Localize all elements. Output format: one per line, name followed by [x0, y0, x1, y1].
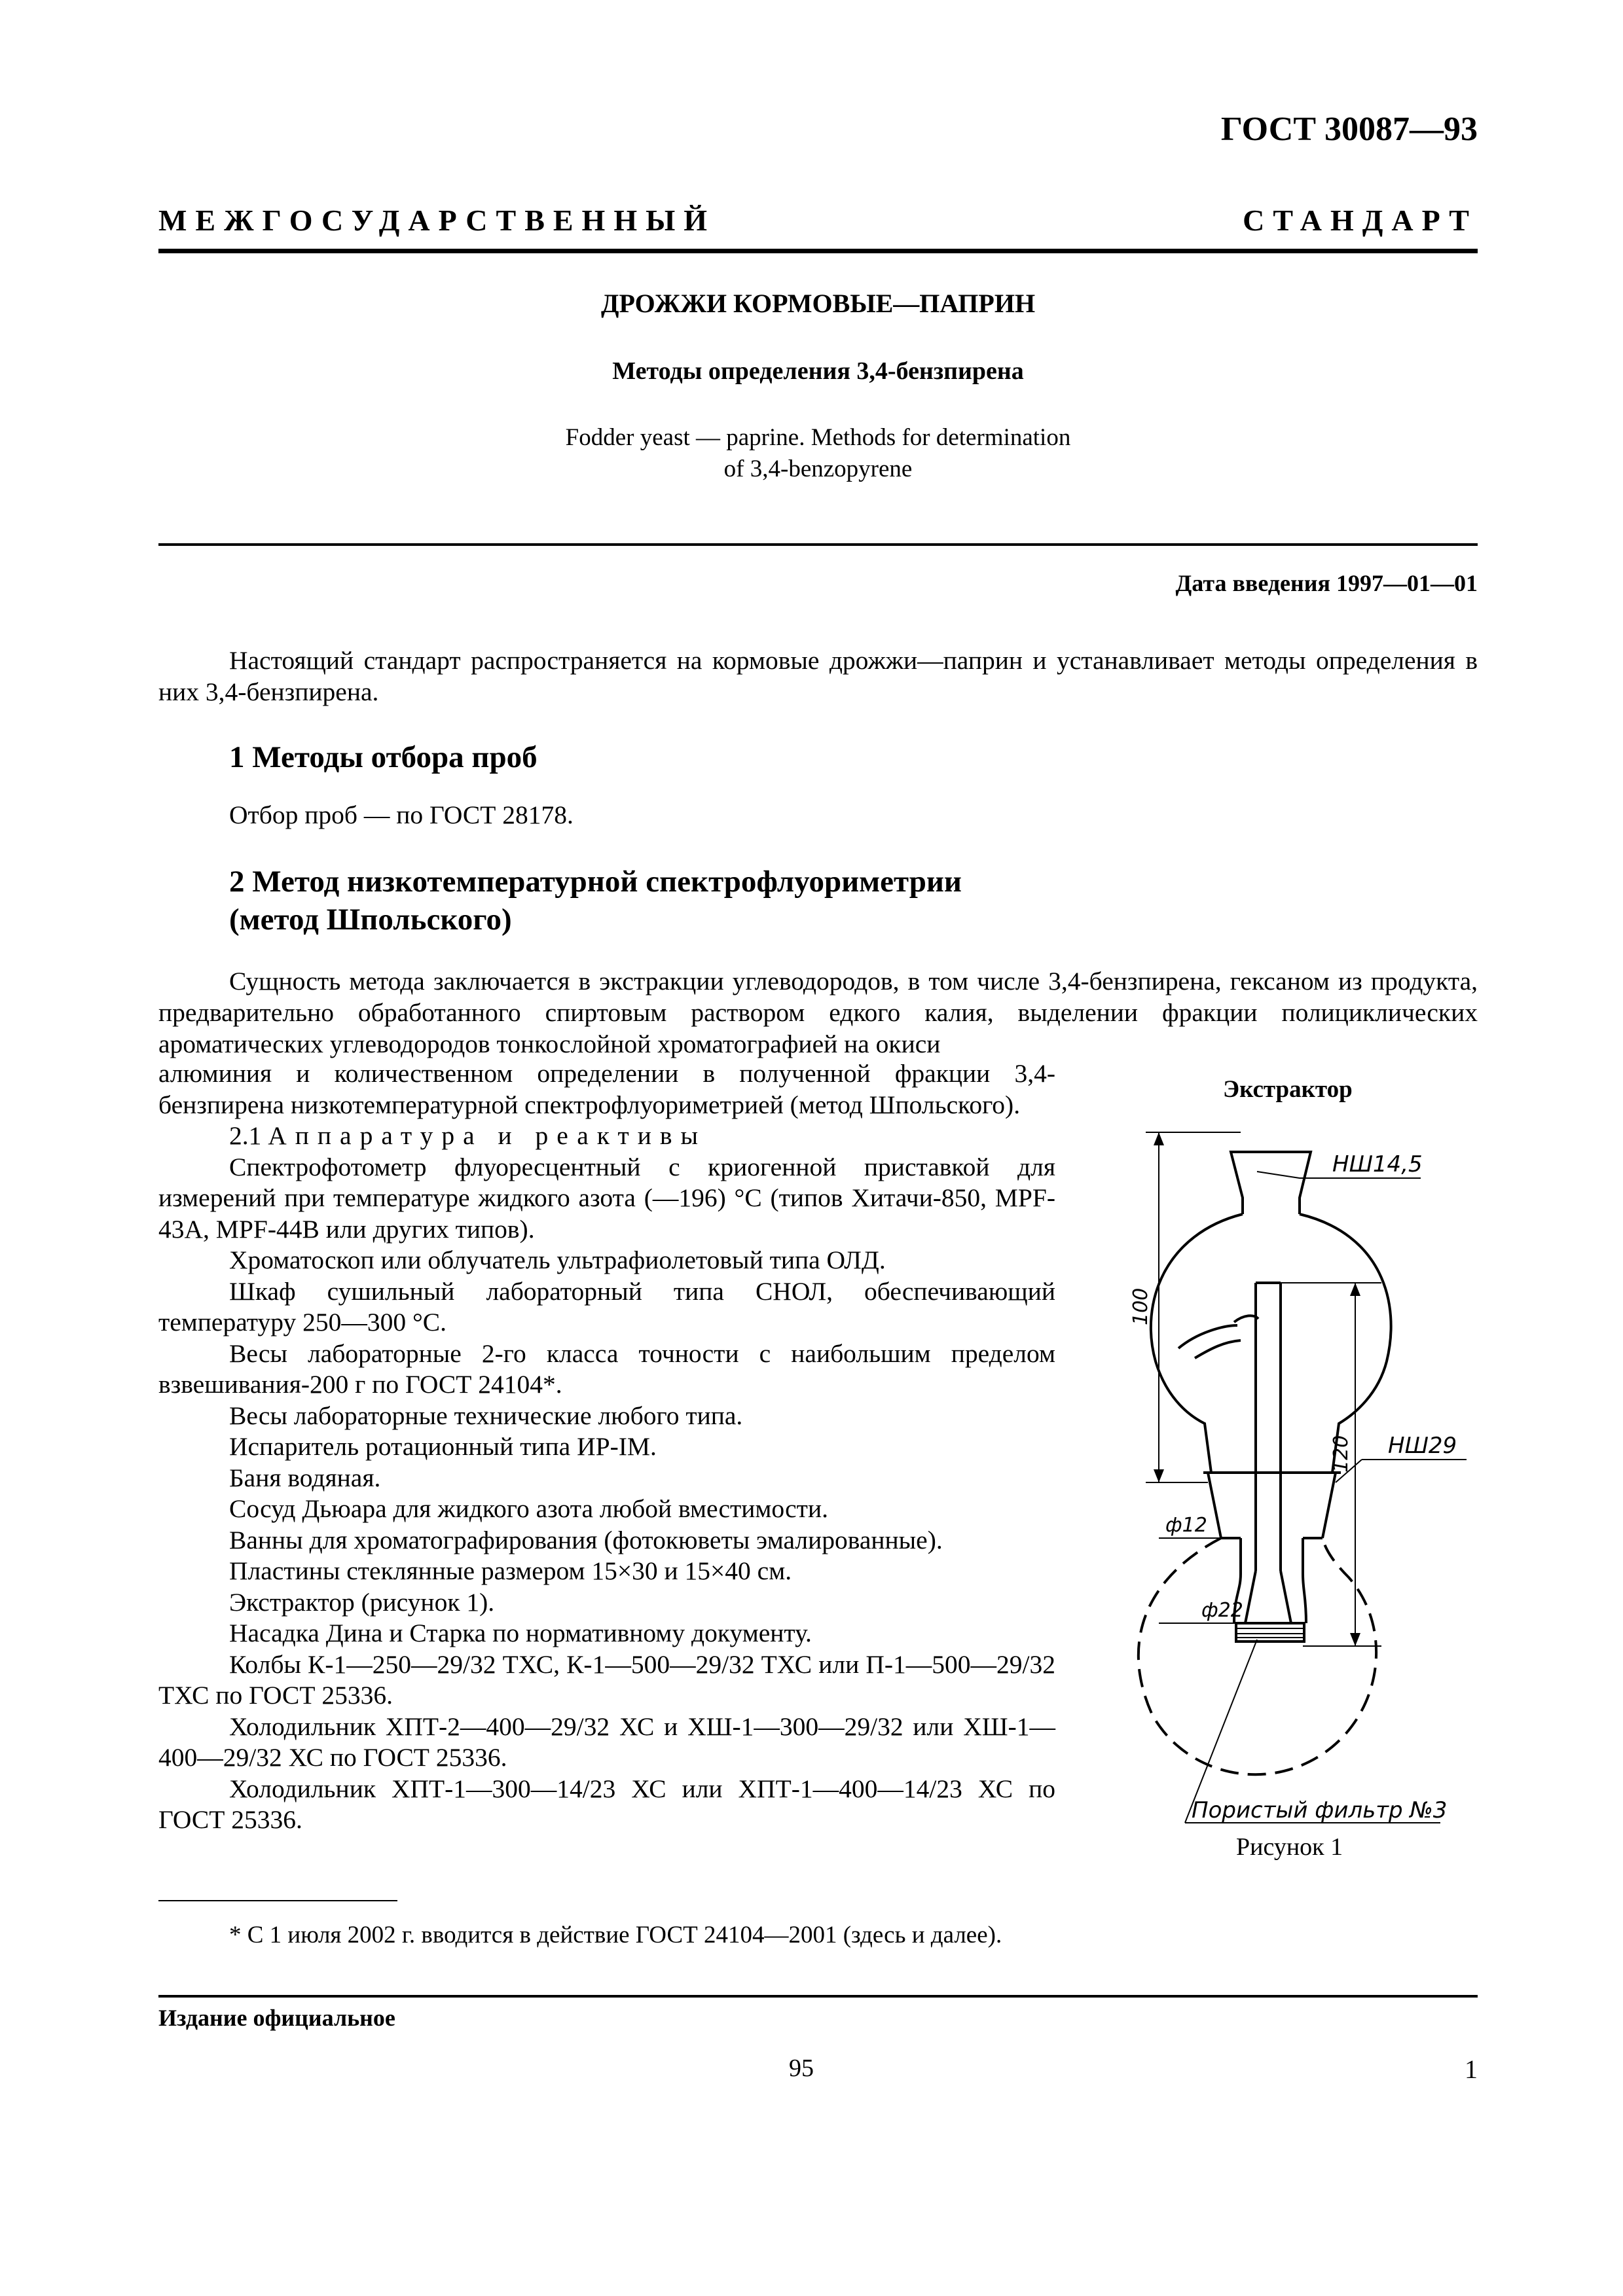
method-essence-continued: алюминия и количественном определении в полученной фракции 3,4-бензпирена низкотемпературной спектрофлуориметрией (метод Шпольского).	[158, 1059, 1055, 1119]
equipment-item: Экстрактор (рисунок 1).	[229, 1587, 495, 1617]
method-essence-paragraph	[158, 965, 1478, 1060]
section-2-heading-line-2: (метод Шпольского)	[229, 903, 512, 937]
section-1-text: Отбор проб — по ГОСТ 28178.	[229, 800, 574, 829]
title-rule	[158, 543, 1478, 546]
dimension-100: 100	[1129, 1287, 1152, 1325]
english-title	[158, 422, 1478, 485]
english-title-line-1: Fodder yeast — paprine. Methods for determination	[565, 424, 1071, 451]
footnote-rule	[158, 1900, 397, 1901]
page-number-center: 95	[789, 2054, 814, 2082]
figure-caption: Экстрактор	[1223, 1076, 1353, 1103]
joint-label-middle: НШ29	[1388, 1433, 1457, 1459]
diameter-22: ф22	[1201, 1599, 1243, 1622]
equipment-item: Весы лабораторные 2-го класса точности с наибольшим пределом взвешивания-200 г по ГОСТ 24104*.	[158, 1338, 1055, 1399]
intro-paragraph	[158, 645, 1478, 708]
equipment-item: Холодильник ХПТ-2—400—29/32 ХС и ХШ-1—300—29/32 или ХШ-1—400—29/32 ХС по ГОСТ 25336.	[158, 1712, 1055, 1772]
subsection-number: 2.1	[229, 1121, 262, 1150]
footnote: * С 1 июля 2002 г. вводится в действие ГОСТ 24104—2001 (здесь и далее).	[229, 1922, 1002, 1948]
english-title-line-2: of 3,4-benzopyrene	[723, 456, 913, 482]
section-2-heading	[229, 863, 962, 939]
dimension-120: 120	[1330, 1435, 1353, 1473]
equipment-item: Насадка Дина и Старка по нормативному документу.	[229, 1619, 812, 1647]
figure-label: Рисунок 1	[1236, 1833, 1343, 1861]
method-essence-text: Сущность метода заключается в экстракции углеводородов, в том числе 3,4-бензпирена, гексаном из продукта, предварительно обработанного спиртовым раствором едкого калия, выделении фракции полициклических ароматических углеводородов тонкослойной хроматографией на окиси	[158, 967, 1478, 1058]
equipment-item: Пластины стеклянные размером 15×30 и 15×40 см.	[229, 1556, 792, 1585]
equipment-item: Ванны для хроматографирования (фотокюветы эмалированные).	[229, 1525, 943, 1554]
banner-word-standard: СТАНДАРТ	[1243, 204, 1478, 237]
equipment-item: Баня водяная.	[229, 1463, 381, 1492]
equipment-item: Хроматоскоп или облучатель ультрафиолетовый типа ОЛД.	[229, 1246, 886, 1274]
equipment-item: Шкаф сушильный лабораторный типа СНОЛ, обеспечивающий температуру 250—300 °С.	[158, 1276, 1055, 1336]
filter-label: Пористый фильтр №3	[1192, 1797, 1448, 1823]
equipment-item: Колбы К-1—250—29/32 ТХС, К-1—500—29/32 ТХС или П-1—500—29/32 ТХС по ГОСТ 25336.	[158, 1649, 1055, 1710]
official-edition-label: Издание официальное	[158, 2005, 395, 2031]
section-2-heading-line-1: 2 Метод низкотемпературной спектрофлуориметрии	[229, 865, 962, 899]
standard-code: ГОСТ 30087—93	[1220, 111, 1478, 148]
left-column	[158, 1058, 1055, 1836]
equipment-item: Холодильник ХПТ-1—300—14/23 ХС или ХПТ-1—400—14/23 ХС по ГОСТ 25336.	[158, 1774, 1055, 1834]
equipment-item: Сосуд Дьюара для жидкого азота любой вместимости.	[229, 1494, 828, 1523]
page-number-right: 1	[1465, 2054, 1478, 2084]
equipment-item: Испаритель ротационный типа ИР-IM.	[229, 1432, 657, 1461]
extractor-figure	[1074, 1106, 1493, 1833]
section-1-heading: 1 Методы отбора проб	[229, 740, 538, 774]
banner-word-interstate: МЕЖГОСУДАРСТВЕННЫЙ	[158, 204, 716, 237]
document-subtitle: Методы определения 3,4-бензпирена	[612, 357, 1024, 385]
equipment-list	[158, 1152, 1055, 1836]
footer-rule	[158, 1995, 1478, 1998]
introduction-date: Дата введения 1997—01—01	[1175, 570, 1478, 596]
subsection-title: Аппаратура и реактивы	[268, 1121, 707, 1150]
document-title: ДРОЖЖИ КОРМОВЫЕ—ПАПРИН	[600, 289, 1036, 318]
joint-label-top: НШ14,5	[1332, 1151, 1423, 1177]
subsection-2-1-heading	[158, 1121, 1055, 1152]
equipment-item: Спектрофотометр флуоресцентный с криогенной приставкой для измерений при температуре жидкого азота (—196) °С (типов Хитачи-850, MPF-43A, MPF-44B или других типов).	[158, 1152, 1055, 1244]
interstate-standard-banner	[158, 203, 1478, 238]
equipment-item: Весы лабораторные технические любого типа.	[229, 1401, 743, 1430]
intro-text: Настоящий стандарт распространяется на кормовые дрожжи—паприн и устанавливает методы определения в них 3,4-бензпирена.	[158, 646, 1478, 706]
diameter-12: ф12	[1165, 1514, 1207, 1537]
header-rule	[158, 249, 1478, 253]
